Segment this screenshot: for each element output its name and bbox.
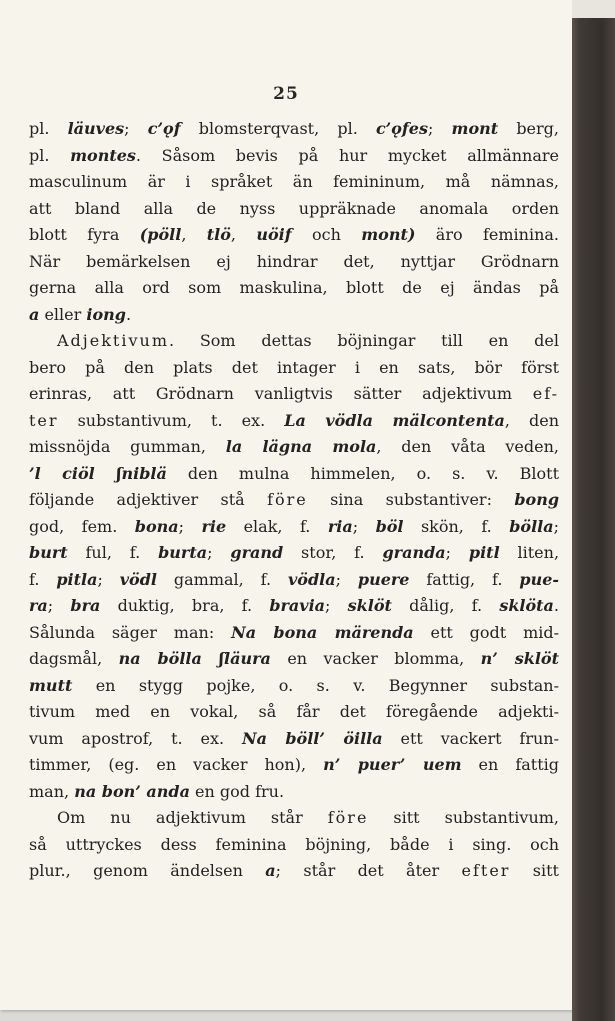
page-number: 25 bbox=[273, 84, 299, 104]
text-line: så uttryckes dess feminina böjning, både i sing. och bbox=[29, 834, 559, 854]
text-line: vum apostrof, t. ex. Na böll’ öilla ett vackert frun- bbox=[29, 728, 559, 748]
text-line: timmer, (eg. en vacker hon), n’ puer’ uem en fattig bbox=[29, 755, 559, 774]
text-line: bero på den plats det intager i en sats, bör först bbox=[29, 357, 559, 377]
text-line: gerna alla ord som maskulina, blott de ej ändas på bbox=[29, 278, 559, 297]
background-corner bbox=[572, 0, 615, 18]
text-line: pl. läuves; c’ǫf blomsterqvast, pl. c’ǫfes; mont berg, bbox=[29, 119, 559, 138]
text-line: Adjektivum. Som dettas böjningar till en del bbox=[57, 331, 559, 350]
text-line: burt ful, f. burta; grand stor, f. granda; pitl liten, bbox=[29, 543, 559, 562]
text-line: masculinum är i språket än femininum, må nämnas, bbox=[29, 172, 559, 191]
text-line: ter substantivum, t. ex. La vödla mälcontenta, den bbox=[29, 410, 559, 430]
text-line: att bland alla de nyss uppräknade anomala orden bbox=[29, 198, 559, 218]
text-line: Om nu adjektivum står före sitt substantivum, bbox=[57, 808, 559, 827]
text-line: f. pitla; vödl gammal, f. vödla; puere fattig, f. pue- bbox=[29, 569, 559, 589]
text-line: tivum med en vokal, så får det föregående adjekti- bbox=[29, 702, 559, 721]
text-line: a eller iong. bbox=[29, 304, 132, 324]
text-line: missnöjda gumman, la lägna mola, den våta veden, bbox=[29, 437, 559, 456]
book-binding-edge bbox=[572, 0, 615, 1021]
text-line: plur., genom ändelsen a; står det åter efter sitt bbox=[29, 861, 559, 880]
text-line: dagsmål, na bölla ʃläura en vacker blomma, n’ sklöt bbox=[29, 649, 559, 668]
text-line: god, fem. bona; rie elak, f. ria; böl skön, f. bölla; bbox=[29, 516, 559, 536]
text-line: När bemärkelsen ej hindrar det, nyttjar Grödnarn bbox=[29, 251, 559, 271]
text-line: erinras, att Grödnarn vanligtvis sätter adjektivum ef- bbox=[29, 384, 559, 403]
text-line: ra; bra duktig, bra, f. bravia; sklöt dålig, f. sklöta. bbox=[29, 596, 559, 615]
text-line: pl. montes. Såsom bevis på hur mycket allmännare bbox=[29, 145, 559, 165]
text-line: Sålunda säger man: Na bona märenda ett godt mid- bbox=[29, 622, 559, 642]
text-line: ’l ciöl ʃniblä den mulna himmelen, o. s. v. Blott bbox=[29, 463, 559, 483]
text-line: man, na bon’ anda en god fru. bbox=[29, 781, 285, 801]
body-text bbox=[29, 116, 559, 885]
text-line: följande adjektiver stå före sina substantiver: bong bbox=[29, 490, 559, 509]
text-line: mutt en stygg pojke, o. s. v. Begynner substan- bbox=[29, 675, 559, 695]
text-line: blott fyra (pöll, tlö, uöif och mont) äro feminina. bbox=[29, 225, 559, 244]
